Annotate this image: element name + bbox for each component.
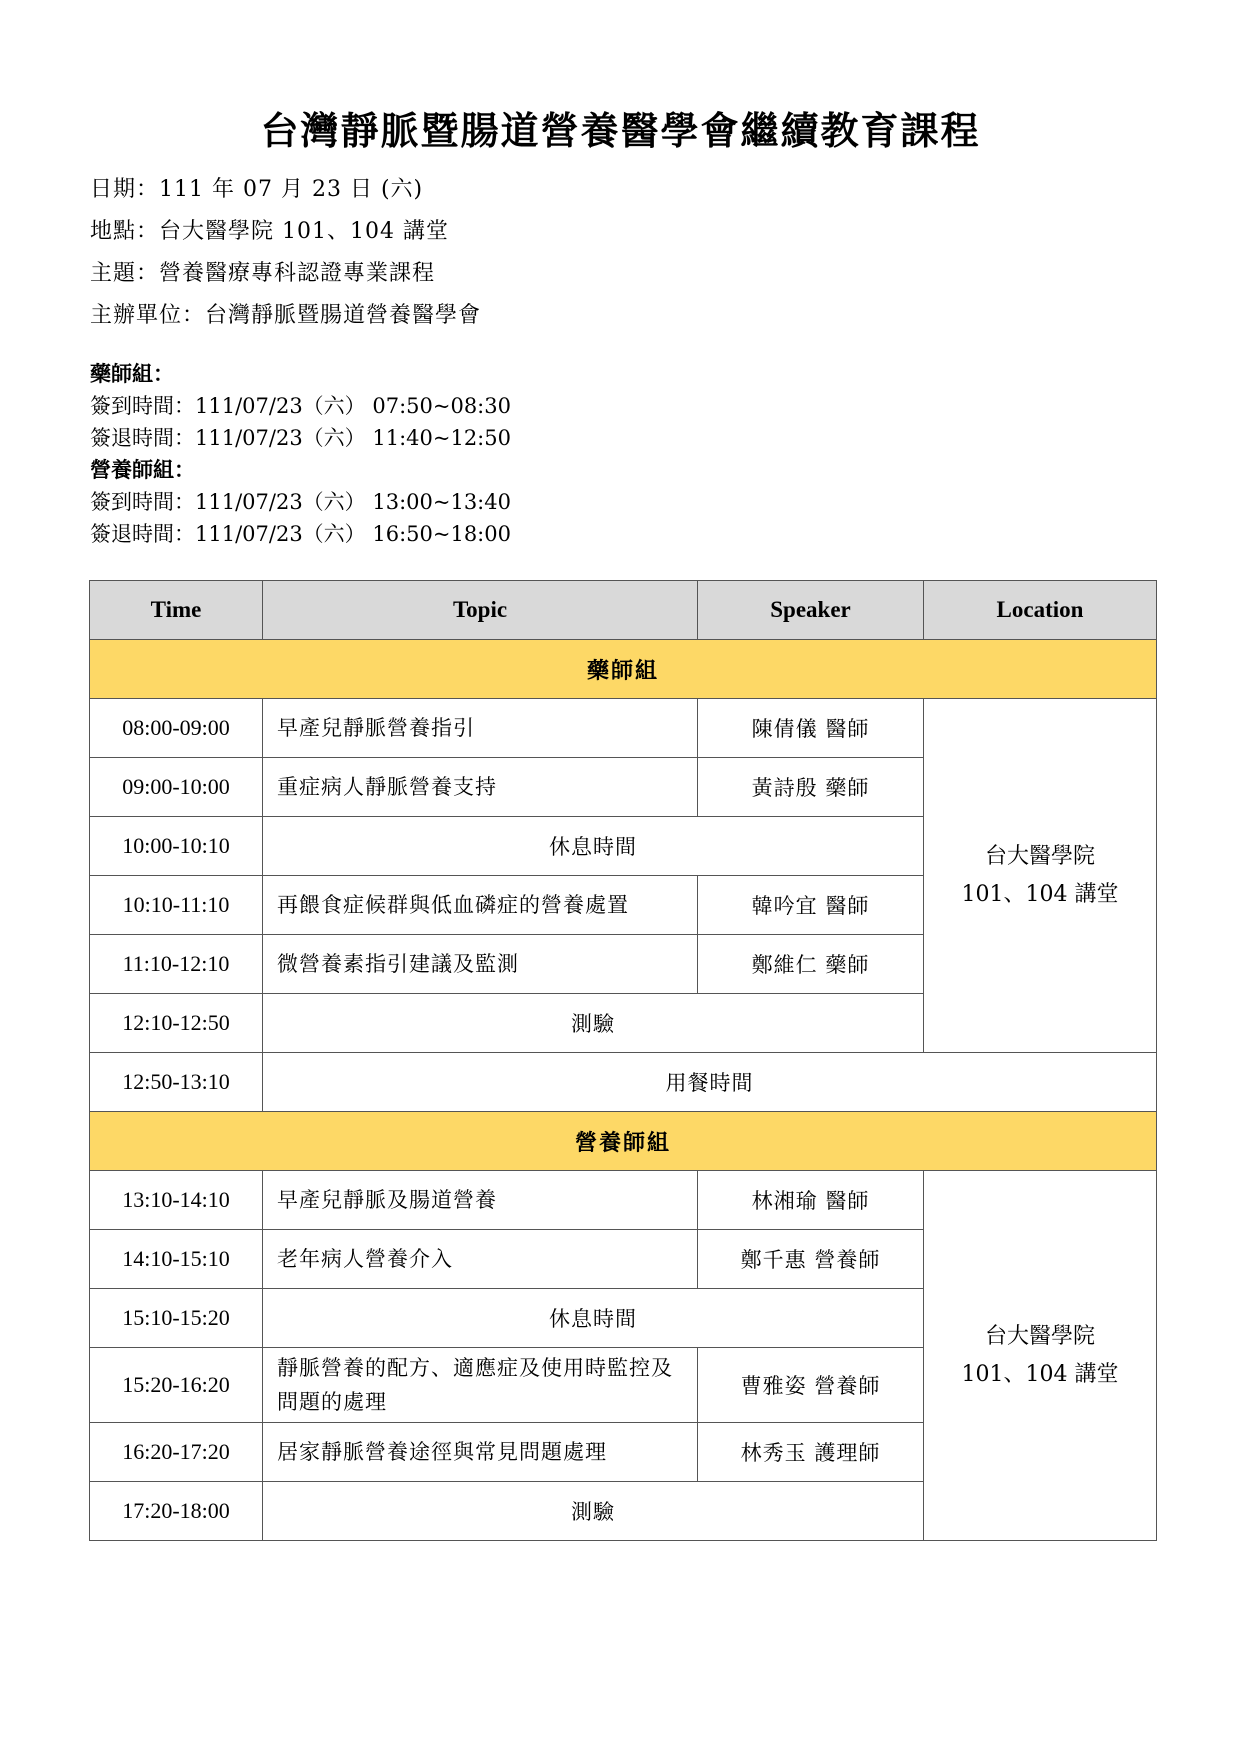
row-topic: 再餵食症候群與低血磷症的營養處置 (263, 876, 698, 935)
row-topic: 休息時間 (263, 817, 924, 876)
location-cell (924, 1171, 1157, 1541)
row-topic: 用餐時間 (263, 1053, 1157, 1112)
row-time: 15:20-16:20 (90, 1348, 263, 1423)
row-topic: 微營養素指引建議及監測 (263, 935, 698, 994)
row-time: 14:10-15:10 (90, 1230, 263, 1289)
row-topic: 測驗 (263, 994, 924, 1053)
header-time: Time (90, 581, 263, 640)
row-speaker: 林湘瑜 醫師 (698, 1171, 924, 1230)
row-topic: 早產兒靜脈及腸道營養 (263, 1171, 698, 1230)
schedule-table (89, 580, 1157, 1541)
section-row (90, 640, 1157, 699)
pharmacist-checkin-time: 簽到時間：111/07/23（六） 07:50~08:30 (90, 394, 511, 418)
location-rooms: 101、104 講堂 (961, 881, 1119, 907)
row-time: 10:10-11:10 (90, 876, 263, 935)
table-row (90, 699, 1157, 758)
row-speaker: 陳倩儀 醫師 (698, 699, 924, 758)
table-row (90, 1171, 1157, 1230)
info-organizer: 主辦單位：台灣靜脈暨腸道營養醫學會 (90, 303, 482, 328)
row-topic: 測驗 (263, 1482, 924, 1541)
row-speaker: 鄭千惠 營養師 (698, 1230, 924, 1289)
section-pharmacist: 藥師組 (90, 640, 1157, 699)
page-title: 台灣靜脈暨腸道營養醫學會繼續教育課程 (260, 108, 981, 153)
dietitian-group-label: 營養師組： (90, 457, 195, 482)
row-topic: 靜脈營養的配方、適應症及使用時監控及問題的處理 (263, 1348, 698, 1423)
info-date: 日期：111 年 07 月 23 日 (六) (90, 177, 424, 202)
header-speaker: Speaker (698, 581, 924, 640)
row-time: 12:10-12:50 (90, 994, 263, 1053)
row-time: 13:10-14:10 (90, 1171, 263, 1230)
row-topic: 居家靜脈營養途徑與常見問題處理 (263, 1423, 698, 1482)
info-place: 地點：台大醫學院 101、104 講堂 (90, 219, 449, 244)
info-topic: 主題：營養醫療專科認證專業課程 (90, 261, 436, 286)
row-time: 17:20-18:00 (90, 1482, 263, 1541)
location-rooms: 101、104 講堂 (961, 1361, 1119, 1387)
row-speaker: 黃詩殷 藥師 (698, 758, 924, 817)
row-topic: 老年病人營養介入 (263, 1230, 698, 1289)
row-topic: 重症病人靜脈營養支持 (263, 758, 698, 817)
location-cell (924, 699, 1157, 1053)
row-speaker: 林秀玉 護理師 (698, 1423, 924, 1482)
row-speaker: 曹雅姿 營養師 (698, 1348, 924, 1423)
table-row (90, 1053, 1157, 1112)
dietitian-checkout-time: 簽退時間：111/07/23（六） 16:50~18:00 (90, 522, 511, 546)
row-time: 12:50-13:10 (90, 1053, 263, 1112)
row-topic: 休息時間 (263, 1289, 924, 1348)
dietitian-checkin-time: 簽到時間：111/07/23（六） 13:00~13:40 (90, 490, 511, 514)
row-time: 16:20-17:20 (90, 1423, 263, 1482)
location-name: 台大醫學院 (984, 1323, 1095, 1349)
row-time: 10:00-10:10 (90, 817, 263, 876)
row-speaker: 鄭維仁 藥師 (698, 935, 924, 994)
row-topic: 早產兒靜脈營養指引 (263, 699, 698, 758)
location-name: 台大醫學院 (984, 843, 1095, 869)
pharmacist-group-label: 藥師組： (90, 361, 174, 386)
row-time: 15:10-15:20 (90, 1289, 263, 1348)
pharmacist-checkout-time: 簽退時間：111/07/23（六） 11:40~12:50 (90, 426, 511, 450)
header-location: Location (924, 581, 1157, 640)
table-header-row (90, 581, 1157, 640)
row-time: 11:10-12:10 (90, 935, 263, 994)
row-speaker: 韓吟宜 醫師 (698, 876, 924, 935)
row-time: 08:00-09:00 (90, 699, 263, 758)
row-time: 09:00-10:00 (90, 758, 263, 817)
section-row (90, 1112, 1157, 1171)
header-topic: Topic (263, 581, 698, 640)
section-dietitian: 營養師組 (90, 1112, 1157, 1171)
